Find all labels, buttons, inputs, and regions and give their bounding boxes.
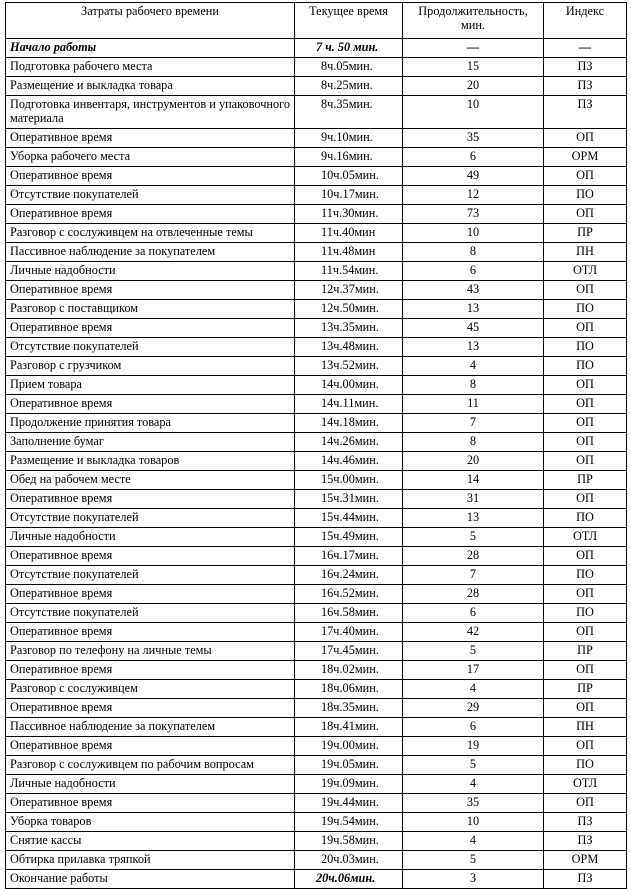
index-cell: ОП	[544, 433, 627, 452]
duration-cell: 13	[403, 338, 544, 357]
duration-cell: —	[403, 39, 544, 58]
index-cell: ОП	[544, 129, 627, 148]
table-row	[6, 699, 627, 718]
time-cell: 14ч.26мин.	[295, 433, 403, 452]
activity-cell: Оперативное время	[6, 623, 295, 642]
time-cell: 16ч.52мин.	[295, 585, 403, 604]
table-row	[6, 433, 627, 452]
index-cell: ПЗ	[544, 77, 627, 96]
time-cell: 15ч.00мин.	[295, 471, 403, 490]
time-cell: 13ч.35мин.	[295, 319, 403, 338]
table-row	[6, 756, 627, 775]
time-cell: 7 ч. 50 мин.	[295, 39, 403, 58]
index-cell: ОТЛ	[544, 262, 627, 281]
activity-cell: Личные надобности	[6, 528, 295, 547]
work-time-table	[5, 2, 627, 889]
time-cell: 17ч.45мин.	[295, 642, 403, 661]
activity-cell: Оперативное время	[6, 281, 295, 300]
time-cell: 9ч.16мин.	[295, 148, 403, 167]
index-cell: ОП	[544, 737, 627, 756]
time-cell: 18ч.06мин.	[295, 680, 403, 699]
activity-cell: Разговор с сослуживцем по рабочим вопросам	[6, 756, 295, 775]
time-cell: 10ч.05мин.	[295, 167, 403, 186]
activity-cell: Оперативное время	[6, 794, 295, 813]
index-cell: ПР	[544, 471, 627, 490]
duration-cell: 6	[403, 718, 544, 737]
time-cell: 20ч.06мин.	[295, 870, 403, 889]
index-cell: ПР	[544, 642, 627, 661]
activity-cell: Отсутствие покупателей	[6, 186, 295, 205]
time-cell: 19ч.00мин.	[295, 737, 403, 756]
duration-cell: 35	[403, 794, 544, 813]
header-row	[6, 3, 627, 39]
activity-cell: Оперативное время	[6, 167, 295, 186]
time-cell: 11ч.54мин.	[295, 262, 403, 281]
time-cell: 19ч.54мин.	[295, 813, 403, 832]
duration-cell: 8	[403, 433, 544, 452]
activity-cell: Окончание работы	[6, 870, 295, 889]
activity-cell: Отсутствие покупателей	[6, 566, 295, 585]
time-cell: 18ч.02мин.	[295, 661, 403, 680]
table-row	[6, 414, 627, 433]
duration-cell: 43	[403, 281, 544, 300]
index-cell: ОП	[544, 794, 627, 813]
index-cell: ПО	[544, 338, 627, 357]
table-row	[6, 376, 627, 395]
time-cell: 17ч.40мин.	[295, 623, 403, 642]
document-page	[5, 2, 627, 889]
index-cell: ОП	[544, 452, 627, 471]
activity-cell: Пассивное наблюдение за покупателем	[6, 243, 295, 262]
table-row	[6, 205, 627, 224]
activity-cell: Оперативное время	[6, 585, 295, 604]
index-cell: ОП	[544, 585, 627, 604]
activity-cell: Прием товара	[6, 376, 295, 395]
time-cell: 19ч.09мин.	[295, 775, 403, 794]
index-cell: ОРМ	[544, 148, 627, 167]
duration-cell: 5	[403, 642, 544, 661]
activity-cell: Размещение и выкладка товаров	[6, 452, 295, 471]
index-cell: ОП	[544, 281, 627, 300]
header-activity: Затраты рабочего времени	[6, 3, 295, 39]
duration-cell: 5	[403, 756, 544, 775]
table-body	[6, 39, 627, 889]
time-cell: 12ч.37мин.	[295, 281, 403, 300]
index-cell: ПО	[544, 186, 627, 205]
activity-cell: Обтирка прилавка тряпкой	[6, 851, 295, 870]
table-row	[6, 167, 627, 186]
activity-cell: Отсутствие покупателей	[6, 338, 295, 357]
table-row	[6, 452, 627, 471]
index-cell: ОП	[544, 699, 627, 718]
duration-cell: 10	[403, 96, 544, 129]
activity-cell: Оперативное время	[6, 395, 295, 414]
activity-cell: Оперативное время	[6, 205, 295, 224]
duration-cell: 4	[403, 775, 544, 794]
time-cell: 19ч.58мин.	[295, 832, 403, 851]
index-cell: ПО	[544, 357, 627, 376]
table-row	[6, 585, 627, 604]
activity-cell: Разговор по телефону на личные темы	[6, 642, 295, 661]
time-cell: 19ч.44мин.	[295, 794, 403, 813]
activity-cell: Оперативное время	[6, 737, 295, 756]
table-row	[6, 870, 627, 889]
table-row	[6, 395, 627, 414]
index-cell: ОП	[544, 167, 627, 186]
time-cell: 13ч.48мин.	[295, 338, 403, 357]
duration-cell: 11	[403, 395, 544, 414]
index-cell: ПЗ	[544, 832, 627, 851]
table-row	[6, 262, 627, 281]
index-cell: ПО	[544, 300, 627, 319]
time-cell: 16ч.58мин.	[295, 604, 403, 623]
index-cell: ПЗ	[544, 58, 627, 77]
activity-cell: Оперативное время	[6, 129, 295, 148]
index-cell: ОП	[544, 376, 627, 395]
table-row	[6, 794, 627, 813]
index-cell: ОП	[544, 547, 627, 566]
index-cell: ПЗ	[544, 870, 627, 889]
time-cell: 8ч.25мин.	[295, 77, 403, 96]
duration-cell: 20	[403, 77, 544, 96]
header-current-time: Текущее время	[295, 3, 403, 39]
table-row	[6, 490, 627, 509]
index-cell: ПР	[544, 224, 627, 243]
table-row	[6, 547, 627, 566]
time-cell: 13ч.52мин.	[295, 357, 403, 376]
table-row	[6, 642, 627, 661]
duration-cell: 6	[403, 148, 544, 167]
table-row	[6, 224, 627, 243]
activity-cell: Личные надобности	[6, 262, 295, 281]
duration-cell: 28	[403, 547, 544, 566]
duration-cell: 31	[403, 490, 544, 509]
activity-cell: Оперативное время	[6, 661, 295, 680]
time-cell: 18ч.35мин.	[295, 699, 403, 718]
table-row	[6, 281, 627, 300]
time-cell: 12ч.50мин.	[295, 300, 403, 319]
index-cell: ОП	[544, 661, 627, 680]
table-row	[6, 528, 627, 547]
activity-cell: Снятие кассы	[6, 832, 295, 851]
table-row	[6, 58, 627, 77]
duration-cell: 6	[403, 262, 544, 281]
table-row	[6, 300, 627, 319]
time-cell: 16ч.17мин.	[295, 547, 403, 566]
activity-cell: Уборка товаров	[6, 813, 295, 832]
duration-cell: 4	[403, 832, 544, 851]
duration-cell: 8	[403, 376, 544, 395]
table-row	[6, 186, 627, 205]
duration-cell: 10	[403, 813, 544, 832]
activity-cell: Подготовка рабочего места	[6, 58, 295, 77]
activity-cell: Отсутствие покупателей	[6, 509, 295, 528]
time-cell: 14ч.11мин.	[295, 395, 403, 414]
duration-cell: 14	[403, 471, 544, 490]
activity-cell: Личные надобности	[6, 775, 295, 794]
duration-cell: 3	[403, 870, 544, 889]
table-row	[6, 813, 627, 832]
activity-cell: Отсутствие покупателей	[6, 604, 295, 623]
activity-cell: Разговор с сослуживцем	[6, 680, 295, 699]
table-row	[6, 718, 627, 737]
activity-cell: Начало работы	[6, 39, 295, 58]
activity-cell: Продолжение принятия товара	[6, 414, 295, 433]
activity-cell: Подготовка инвентаря, инструментов и упаковочного материала	[6, 96, 295, 129]
duration-cell: 20	[403, 452, 544, 471]
time-cell: 11ч.48мин	[295, 243, 403, 262]
table-row	[6, 96, 627, 129]
duration-cell: 42	[403, 623, 544, 642]
activity-cell: Оперативное время	[6, 319, 295, 338]
duration-cell: 5	[403, 851, 544, 870]
time-cell: 14ч.46мин.	[295, 452, 403, 471]
table-row	[6, 737, 627, 756]
table-row	[6, 832, 627, 851]
index-cell: ПН	[544, 718, 627, 737]
duration-cell: 5	[403, 528, 544, 547]
time-cell: 11ч.30мин.	[295, 205, 403, 224]
index-cell: ПО	[544, 566, 627, 585]
table-row	[6, 775, 627, 794]
index-cell: ПЗ	[544, 813, 627, 832]
time-cell: 14ч.18мин.	[295, 414, 403, 433]
table-row	[6, 319, 627, 338]
table-row	[6, 509, 627, 528]
duration-cell: 49	[403, 167, 544, 186]
table-row	[6, 129, 627, 148]
duration-cell: 8	[403, 243, 544, 262]
duration-cell: 15	[403, 58, 544, 77]
index-cell: ПО	[544, 509, 627, 528]
index-cell: —	[544, 39, 627, 58]
index-cell: ОП	[544, 623, 627, 642]
table-row	[6, 851, 627, 870]
time-cell: 14ч.00мин.	[295, 376, 403, 395]
activity-cell: Разговор с поставщиком	[6, 300, 295, 319]
index-cell: ПЗ	[544, 96, 627, 129]
index-cell: ОП	[544, 395, 627, 414]
duration-cell: 73	[403, 205, 544, 224]
index-cell: ПО	[544, 604, 627, 623]
duration-cell: 6	[403, 604, 544, 623]
time-cell: 19ч.05мин.	[295, 756, 403, 775]
duration-cell: 7	[403, 566, 544, 585]
activity-cell: Оперативное время	[6, 490, 295, 509]
index-cell: ОП	[544, 319, 627, 338]
activity-cell: Размещение и выкладка товара	[6, 77, 295, 96]
time-cell: 8ч.35мин.	[295, 96, 403, 129]
table-row	[6, 471, 627, 490]
activity-cell: Разговор с грузчиком	[6, 357, 295, 376]
duration-cell: 45	[403, 319, 544, 338]
time-cell: 16ч.24мин.	[295, 566, 403, 585]
duration-cell: 4	[403, 680, 544, 699]
index-cell: ОП	[544, 490, 627, 509]
index-cell: ОП	[544, 205, 627, 224]
time-cell: 8ч.05мин.	[295, 58, 403, 77]
duration-cell: 13	[403, 509, 544, 528]
activity-cell: Оперативное время	[6, 699, 295, 718]
header-index: Индекс	[544, 3, 627, 39]
index-cell: ОРМ	[544, 851, 627, 870]
table-row	[6, 338, 627, 357]
duration-cell: 4	[403, 357, 544, 376]
table-row	[6, 357, 627, 376]
duration-cell: 19	[403, 737, 544, 756]
index-cell: ПР	[544, 680, 627, 699]
duration-cell: 12	[403, 186, 544, 205]
table-row	[6, 566, 627, 585]
duration-cell: 17	[403, 661, 544, 680]
table-row	[6, 77, 627, 96]
time-cell: 11ч.40мин	[295, 224, 403, 243]
time-cell: 20ч.03мин.	[295, 851, 403, 870]
table-row	[6, 623, 627, 642]
table-row	[6, 604, 627, 623]
activity-cell: Пассивное наблюдение за покупателем	[6, 718, 295, 737]
table-row	[6, 39, 627, 58]
duration-cell: 7	[403, 414, 544, 433]
activity-cell: Разговор с сослуживцем на отвлеченные темы	[6, 224, 295, 243]
duration-cell: 28	[403, 585, 544, 604]
table-row	[6, 680, 627, 699]
index-cell: ОТЛ	[544, 775, 627, 794]
table-header	[6, 3, 627, 39]
activity-cell: Уборка рабочего места	[6, 148, 295, 167]
table-row	[6, 661, 627, 680]
index-cell: ПН	[544, 243, 627, 262]
duration-cell: 13	[403, 300, 544, 319]
index-cell: ОП	[544, 414, 627, 433]
duration-cell: 10	[403, 224, 544, 243]
time-cell: 15ч.31мин.	[295, 490, 403, 509]
activity-cell: Обед на рабочем месте	[6, 471, 295, 490]
time-cell: 9ч.10мин.	[295, 129, 403, 148]
time-cell: 15ч.49мин.	[295, 528, 403, 547]
table-row	[6, 148, 627, 167]
table-row	[6, 243, 627, 262]
time-cell: 10ч.17мин.	[295, 186, 403, 205]
duration-cell: 35	[403, 129, 544, 148]
time-cell: 18ч.41мин.	[295, 718, 403, 737]
time-cell: 15ч.44мин.	[295, 509, 403, 528]
index-cell: ОТЛ	[544, 528, 627, 547]
activity-cell: Оперативное время	[6, 547, 295, 566]
index-cell: ПО	[544, 756, 627, 775]
activity-cell: Заполнение бумаг	[6, 433, 295, 452]
duration-cell: 29	[403, 699, 544, 718]
header-duration: Продолжительность, мин.	[403, 3, 544, 39]
